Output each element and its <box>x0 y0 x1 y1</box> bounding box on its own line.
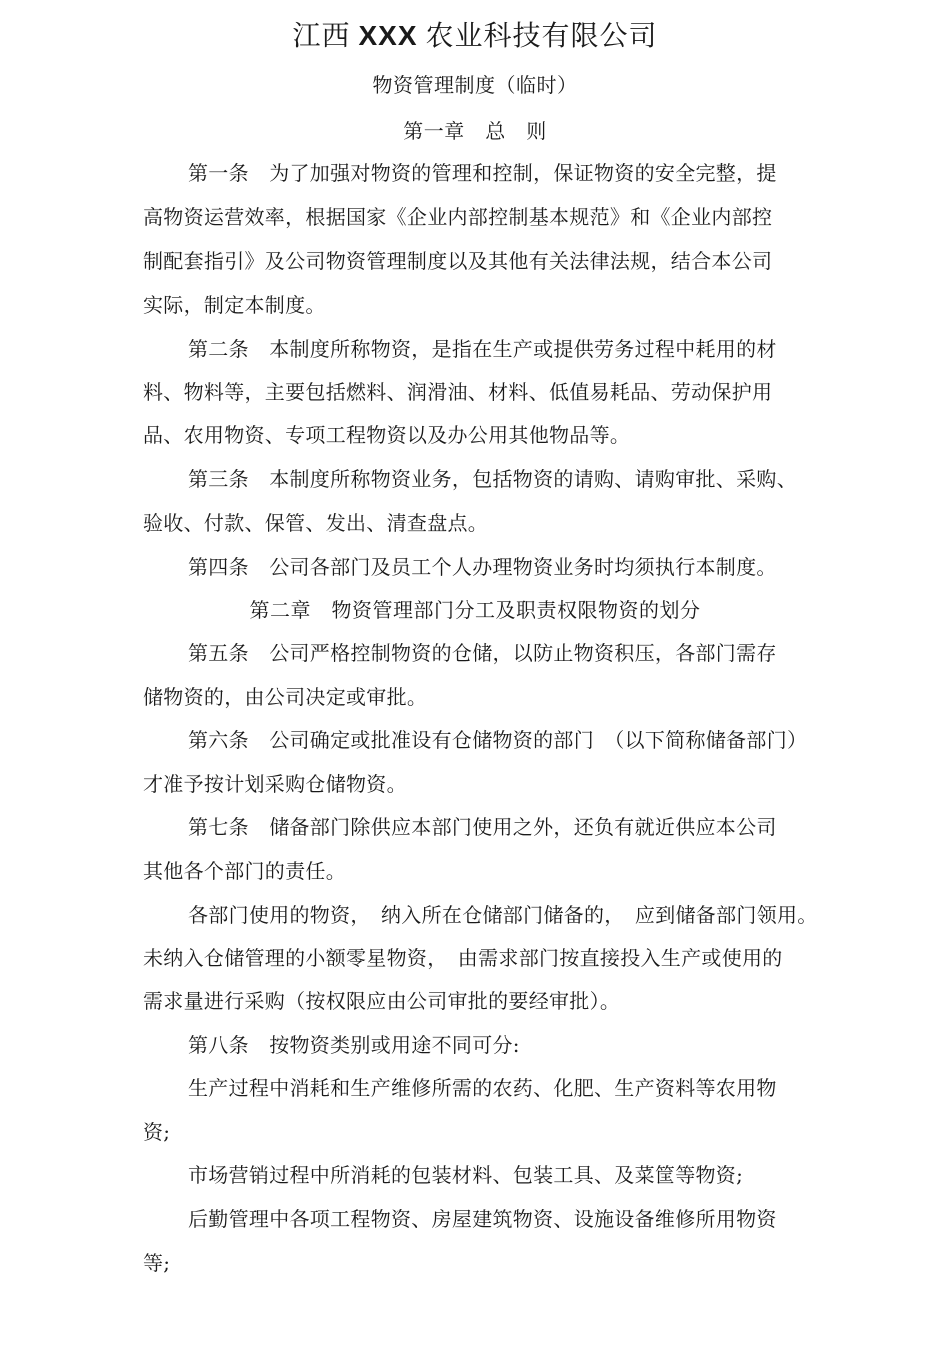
article-3-line-1: 第三条 本制度所称物资业务，包括物资的请购、请购审批、采购、 <box>188 467 797 491</box>
article-3-line-2: 验收、付款、保管、发出、清查盘点。 <box>143 511 489 535</box>
category-3-line-1: 后勤管理中各项工程物资、房屋建筑物资、设施设备维修所用物资 <box>188 1207 777 1231</box>
article-2-line-3: 品、农用物资、专项工程物资以及办公用其他物品等。 <box>143 423 631 447</box>
company-brand: XXX <box>358 20 418 51</box>
paragraph-line-3: 需求量进行采购（按权限应由公司审批的要经审批）。 <box>143 989 621 1013</box>
article-1-line-2: 高物资运营效率，根据国家《企业内部控制基本规范》和《企业内部控 <box>143 205 773 229</box>
category-1-line-1: 生产过程中消耗和生产维修所需的农药、化肥、生产资料等农用物 <box>188 1076 777 1100</box>
article-7-line-2: 其他各个部门的责任。 <box>143 859 346 883</box>
category-3-line-2: 等; <box>143 1251 171 1275</box>
article-4-line-1: 第四条 公司各部门及员工个人办理物资业务时均须执行本制度。 <box>188 555 777 579</box>
document-title: 物资管理制度（临时） <box>372 73 578 97</box>
article-5-line-1: 第五条 公司严格控制物资的仓储，以防止物资积压，各部门需存 <box>188 641 777 665</box>
article-5-line-2: 储物资的，由公司决定或审批。 <box>143 685 428 709</box>
article-1-line-4: 实际，制定本制度。 <box>143 293 326 317</box>
company-prefix: 江西 <box>292 19 351 52</box>
company-name <box>0 16 950 56</box>
article-7-line-1: 第七条 储备部门除供应本部门使用之外，还负有就近供应本公司 <box>188 815 777 839</box>
article-6-line-1: 第六条 公司确定或批准设有仓储物资的部门 （以下简称储备部门） <box>188 728 808 752</box>
article-2-line-1: 第二条 本制度所称物资，是指在生产或提供劳务过程中耗用的材 <box>188 337 777 361</box>
article-1-line-3: 制配套指引》及公司物资管理制度以及其他有关法律法规，结合本公司 <box>143 249 773 273</box>
article-8-line-1: 第八条 按物资类别或用途不同可分: <box>188 1033 520 1057</box>
company-suffix: 农业科技有限公司 <box>425 19 658 52</box>
article-2-line-2: 料、物料等，主要包括燃料、润滑油、材料、低值易耗品、劳动保护用 <box>143 380 773 404</box>
paragraph-line-1: 各部门使用的物资， 纳入所在仓储部门储备的， 应到储备部门领用。 <box>188 903 818 927</box>
article-6-line-2: 才准予按计划采购仓储物资。 <box>143 772 407 796</box>
category-2-line-1: 市场营销过程中所消耗的包装材料、包装工具、及菜筐等物资; <box>188 1163 744 1187</box>
article-1-line-1: 第一条 为了加强对物资的管理和控制，保证物资的安全完整，提 <box>188 161 777 185</box>
chapter-2-heading: 第二章 物资管理部门分工及职责权限物资的划分 <box>249 598 701 622</box>
paragraph-line-2: 未纳入仓储管理的小额零星物资， 由需求部门按直接投入生产或使用的 <box>143 946 783 970</box>
chapter-1-heading: 第一章 总 则 <box>403 119 547 143</box>
category-1-line-2: 资; <box>143 1120 171 1144</box>
